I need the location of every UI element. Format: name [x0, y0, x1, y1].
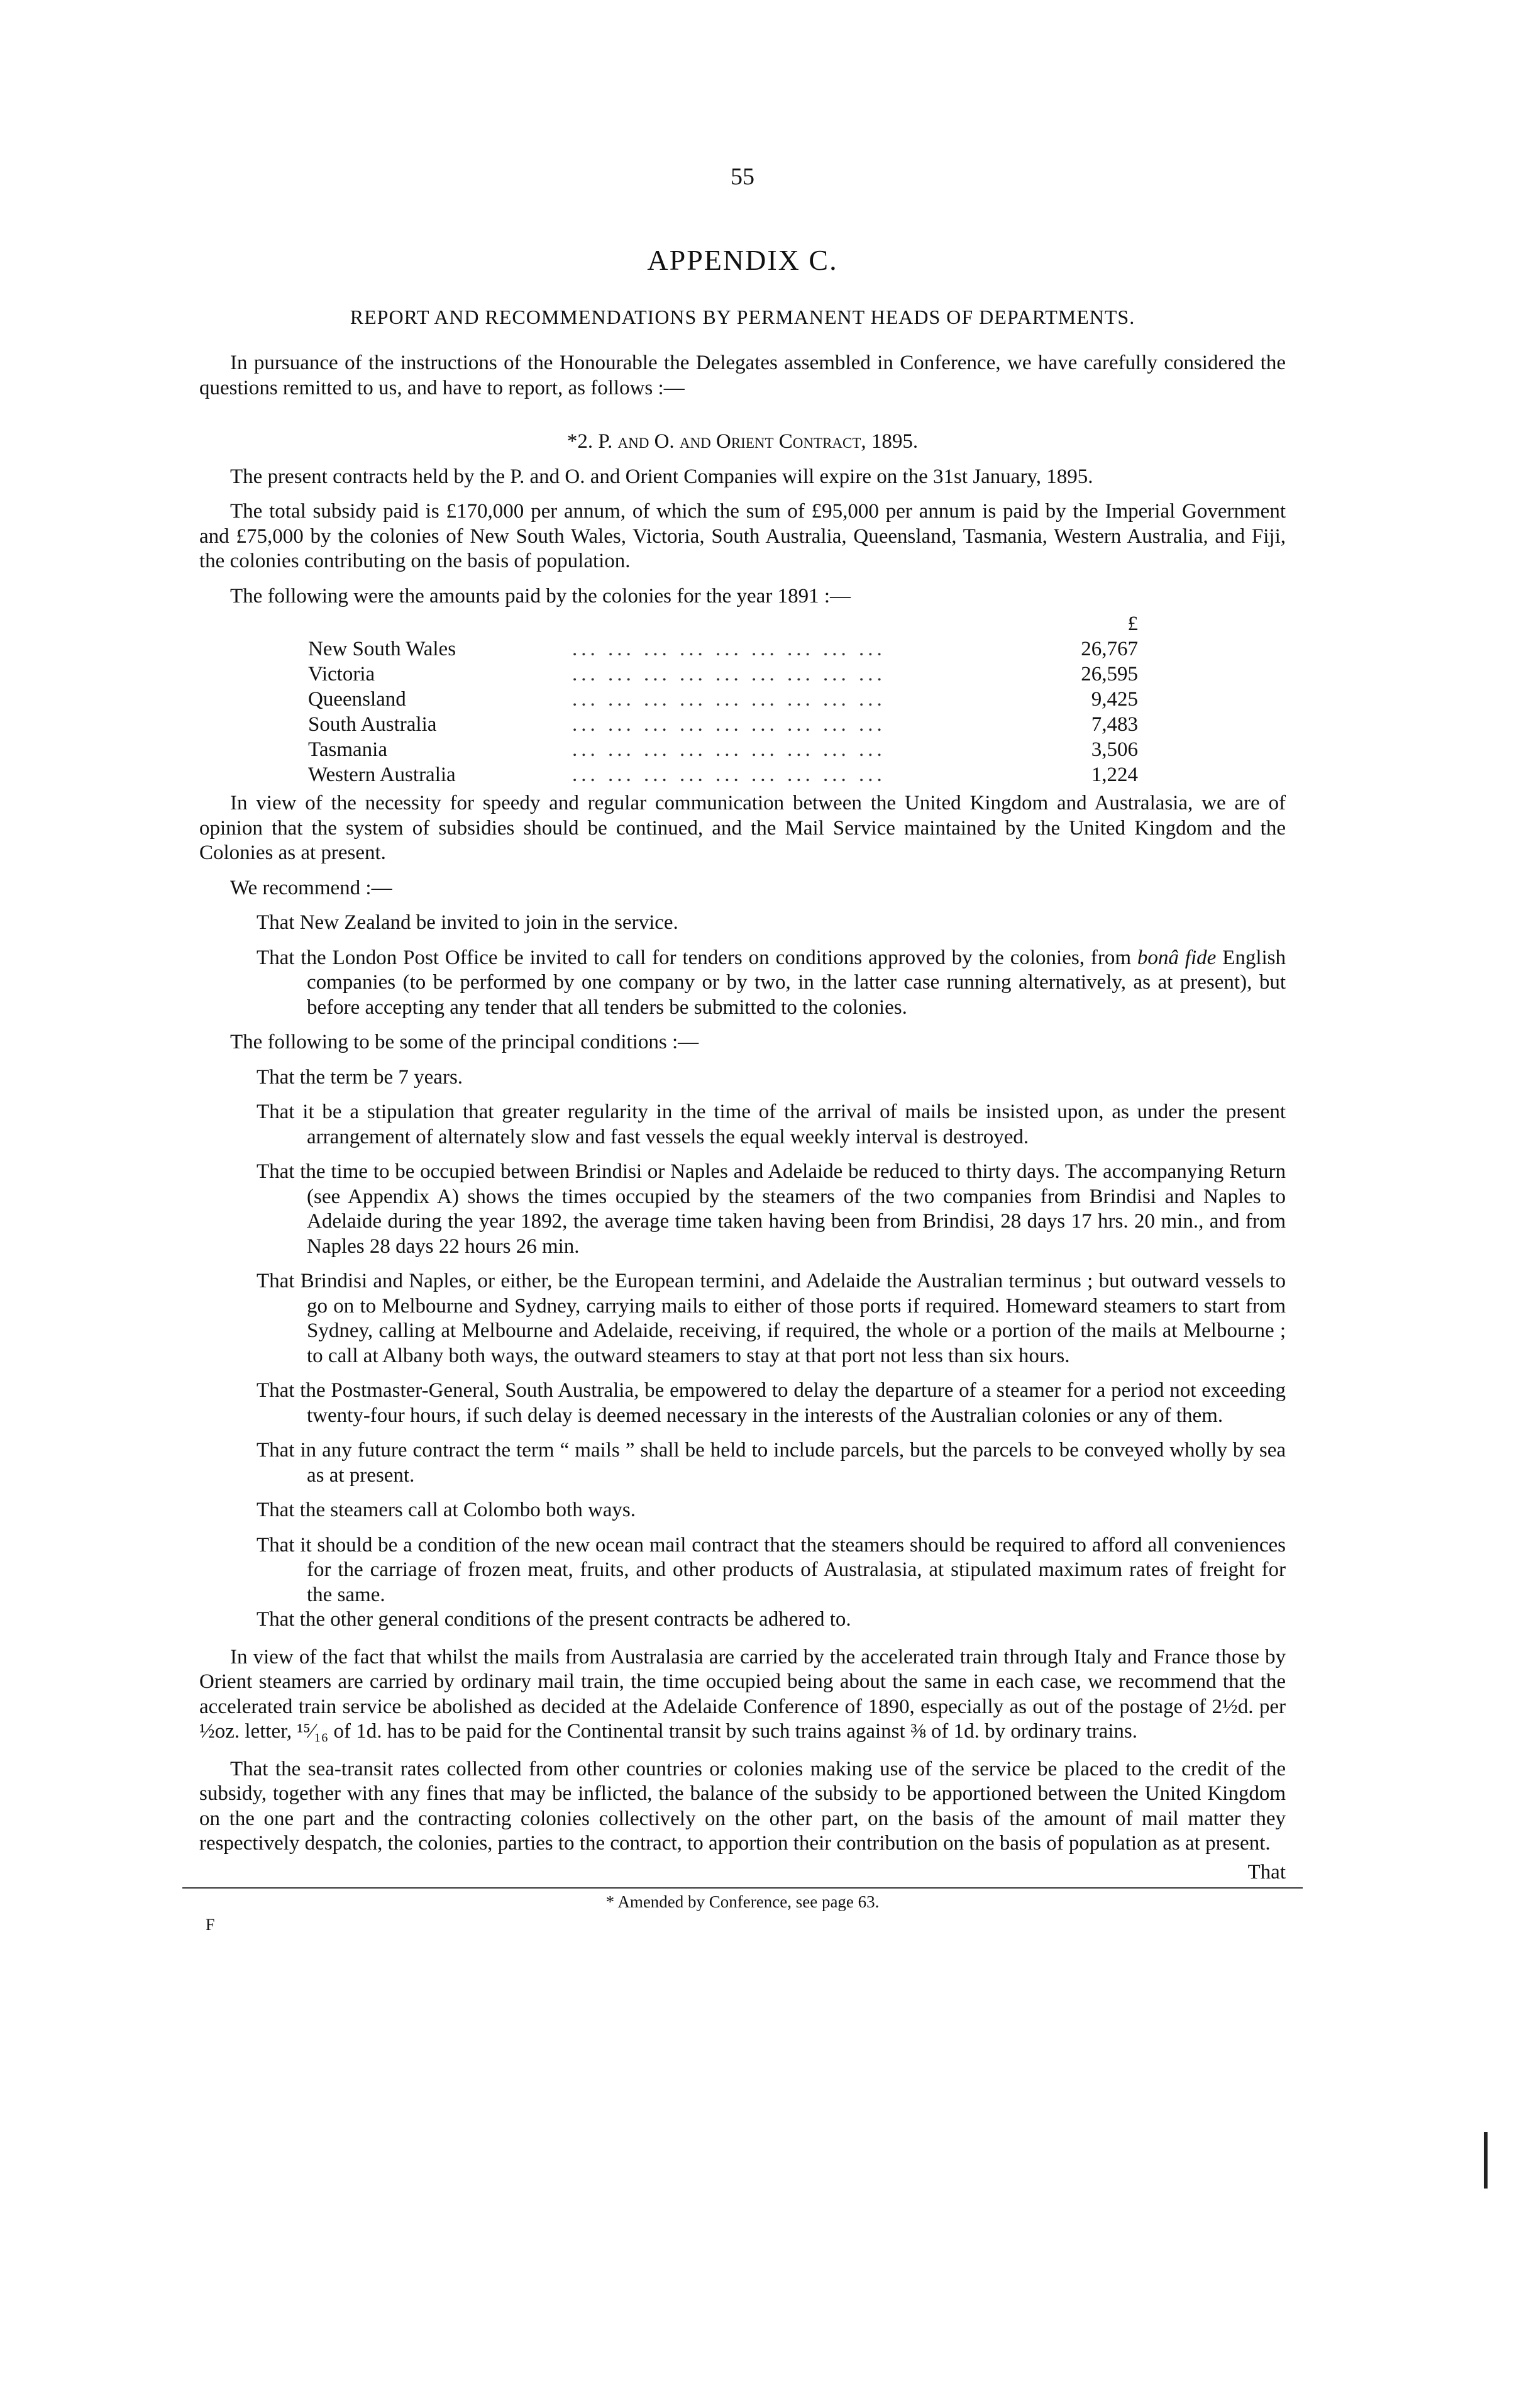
- condition-item: That it should be a condition of the new ocean mail contract that the steamers should be required to afford all conveniences for the carriage of frozen meat, fruits, and other products of Australasia, at stipulated maximum rates of freight for the same.: [257, 1533, 1286, 1606]
- train-paragraph: In view of the fact that whilst the mails from Australasia are carried by the accelerated train through Italy and France those by Orient steamers are carried by ordinary mail train, the time occupied being about the same in each case, we recommend that the accelerated train service be abolished as decided at the Adelaide Conference of 1890, especially as out of the postage of 2½d. per ½oz. letter, ¹⁵⁄₁₆ of 1d. has to be paid for the Continental transit by such trains against ⅜ of 1d. by ordinary trains.: [199, 1645, 1286, 1743]
- footnote-divider: [182, 1887, 1303, 1889]
- table-row: South Australia ... ... ... ... ... ... ... ... ... 7,483: [308, 713, 1138, 736]
- subsidy-paragraph: The total subsidy paid is £170,000 per annum, of which the sum of £95,000 per annum is paid by the Imperial Government and £75,000 by the colonies of New South Wales, Victoria, South Australia, Queensland, Tasmania, Western Australia, and Fiji, the colonies contributing on the basis of population.: [199, 500, 1286, 572]
- footnote: * Amended by Conference, see page 63.: [605, 1892, 880, 1911]
- intro-paragraph: In pursuance of the instructions of the Honourable the Delegates assembled in Conference, we have carefully considered the questions remitted to us, and have to report, as follows :—: [199, 352, 1286, 399]
- recommendation-london: That the London Post Office be invited to call for tenders on conditions approved by the colonies, from bonâ fide English companies (to be performed by one company or by two, in the latter case running alternatively, as at present), but before accepting any tender that all tenders be submitted to the colonies.: [257, 946, 1286, 1019]
- recommendation-new-zealand: That New Zealand be invited to join in the service.: [257, 911, 678, 934]
- document-page: [199, 162, 1286, 1935]
- scan-edge-mark: [1484, 2132, 1488, 2189]
- colony-amounts-table: [308, 611, 1138, 787]
- table-row: Western Australia ... ... ... ... ... ... ... ... ... 1,224: [308, 763, 1138, 786]
- we-recommend: We recommend :—: [230, 876, 392, 899]
- page-subtitle: REPORT AND RECOMMENDATIONS BY PERMANENT HEADS OF DEPARTMENTS.: [350, 306, 1135, 328]
- condition-item: That the Postmaster-General, South Australia, be empowered to delay the departure of a steamer for a period not exceeding twenty-four hours, if such delay is deemed necessary in the interests of the Australian colonies or any of them.: [257, 1379, 1286, 1427]
- table-row: New South Wales ... ... ... ... ... ... ... ... ... 26,767: [308, 638, 1138, 660]
- table-row: Victoria ... ... ... ... ... ... ... ... ... 26,595: [308, 663, 1138, 685]
- catchword: That: [1247, 1860, 1286, 1884]
- table-row: Queensland ... ... ... ... ... ... ... ... ... 9,425: [308, 688, 1138, 711]
- condition-item: That the other general conditions of the present contracts be adhered to.: [257, 1608, 851, 1631]
- condition-item: That it be a stipulation that greater regularity in the time of the arrival of mails be insisted upon, as under the present arrangement of alternately slow and fast vessels the equal weekly interval is destroyed.: [257, 1101, 1286, 1148]
- condition-item: That the steamers call at Colombo both ways.: [257, 1499, 636, 1521]
- page-number: 55: [731, 164, 754, 190]
- page-title: APPENDIX C.: [647, 244, 838, 276]
- conditions-intro: The following to be some of the principal conditions :—: [230, 1031, 699, 1053]
- signature-mark: F: [206, 1916, 215, 1934]
- contracts-paragraph: The present contracts held by the P. and O. and Orient Companies will expire on the 31st January, 1895.: [230, 465, 1093, 488]
- sea-transit-paragraph: That the sea-transit rates collected from other countries or colonies making use of the service be placed to the credit of the subsidy, together with any fines that may be inflicted, the balance of the subsidy to be apportioned between the United Kingdom on the one part and the contracting colonies collectively on the other part, on the basis of the amount of mail matter they respectively despatch, the colonies, parties to the contract, to apportion their contribution on the basis of population as at present.: [199, 1757, 1286, 1855]
- condition-item: That the term be 7 years.: [257, 1065, 463, 1089]
- section-heading: *2. P. and O. and Orient Contract, 1895.: [566, 430, 919, 453]
- condition-item: That Brindisi and Naples, or either, be the European termini, and Adelaide the Australian terminus ; but outward vessels to go on to Melbourne and Sydney, carrying mails to either of those ports if required. Homeward steamers to start from Sydney, calling at Melbourne and Adelaide, receiving, if required, the whole or a portion of the mails at Melbourne ; to call at Albany both ways, the outward steamers to stay at that port not less than six hours.: [257, 1270, 1286, 1367]
- amounts-paragraph: The following were the amounts paid by the colonies for the year 1891 :—: [230, 584, 851, 608]
- condition-item: That the time to be occupied between Brindisi or Naples and Adelaide be reduced to thirty days. The accompanying Return (see Appendix A) shows the times occupied by the steamers of the two companies from Brindisi and Naples to Adelaide during the year 1892, the average time taken having been from Brindisi, 28 days 17 hrs. 20 min., and from Naples 28 days 22 hours 26 min.: [257, 1160, 1286, 1258]
- currency-header: £: [1127, 613, 1138, 635]
- view-paragraph: In view of the necessity for speedy and regular communication between the United Kingdom and Australasia, we are of opinion that the system of subsidies should be continued, and the Mail Service maintained by the United Kingdom and the Colonies as at present.: [199, 792, 1286, 864]
- table-row: Tasmania ... ... ... ... ... ... ... ... ... 3,506: [308, 738, 1138, 761]
- condition-item: That in any future contract the term “ mails ” shall be held to include parcels, but the parcels to be conveyed wholly by sea as at present.: [257, 1439, 1286, 1487]
